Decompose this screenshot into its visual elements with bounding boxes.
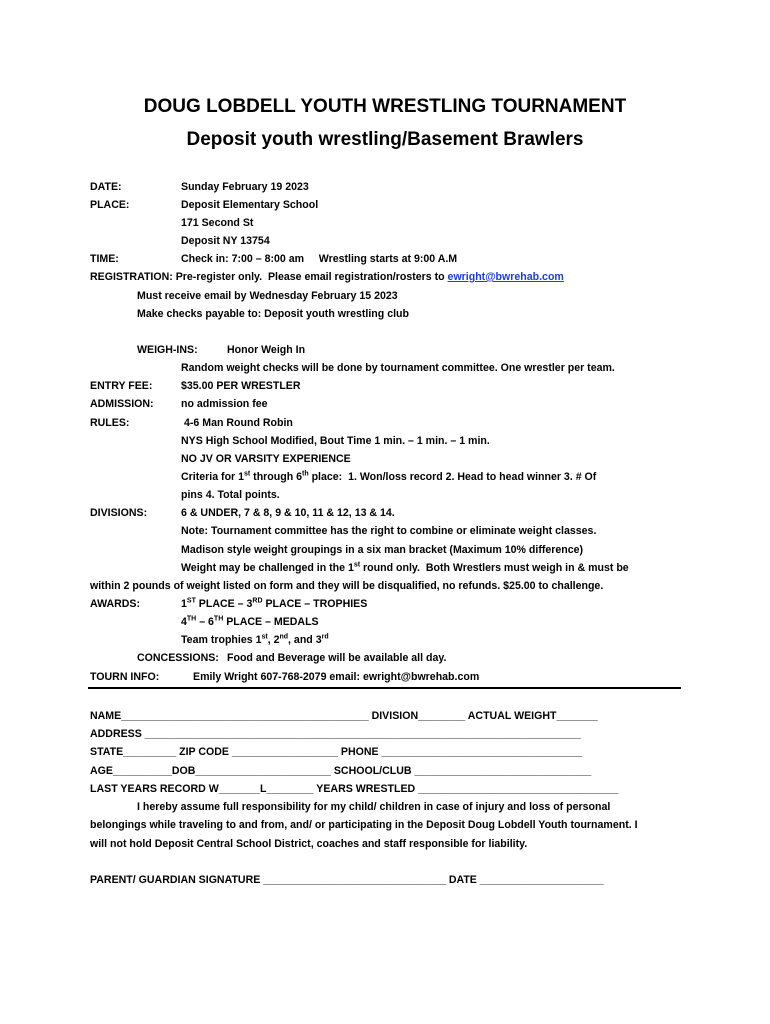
divisions-line: 6 & UNDER, 7 & 8, 9 & 10, 11 & 12, 13 & 14. [181,507,395,519]
rules-line: NYS High School Modified, Bout Time 1 min. – 1 min. – 1 min. [181,435,490,447]
place-label: PLACE: [90,199,130,211]
weighins-label: WEIGH-INS: [137,344,198,356]
form-name-line[interactable]: NAME__________________________________________ DIVISION________ ACTUAL WEIGHT_______ [90,710,598,722]
admission-label: ADMISSION: [90,398,154,410]
divisions-challenge: Weight may be challenged in the 1st round only. Both Wrestlers must weigh in & must be [181,561,629,574]
page-subtitle: Deposit youth wrestling/Basement Brawlers [186,129,584,150]
admission-value: no admission fee [181,398,268,410]
awards-trophies: 1ST PLACE – 3RD PLACE – TROPHIES [181,597,368,610]
tourn-info-value: Emily Wright 607-768-2079 email: ewright@bwrehab.com [193,671,480,683]
awards-medals: 4TH – 6TH PLACE – MEDALS [181,615,319,628]
waiver-text: belongings while traveling to and from, and/ or participating in the Deposit Doug Lobdell Youth tournament. I [90,819,638,831]
entry-fee-label: ENTRY FEE: [90,380,153,392]
waiver-text: will not hold Deposit Central School District, coaches and staff responsible for liability. [90,838,528,850]
weighins-value: Honor Weigh In [227,344,306,356]
divisions-line: within 2 pounds of weight listed on form and they will be disqualified, no refunds. $25.00 to challenge. [90,580,604,592]
form-address-line[interactable]: ADDRESS __________________________________________________________________________ [90,728,581,740]
divisions-line: Madison style weight groupings in a six man bracket (Maximum 10% difference) [181,544,584,556]
rules-line: pins 4. Total points. [181,489,280,501]
place-line: Deposit Elementary School [181,199,319,211]
tourn-info-label: TOURN INFO: [90,671,160,683]
concessions-label: CONCESSIONS: [137,652,219,664]
registration-line [90,271,564,284]
date-value: Sunday February 19 2023 [181,181,309,193]
form-age-line[interactable]: AGE__________DOB_______________________ SCHOOL/CLUB ______________________________ [90,765,592,777]
registration-deadline: Must receive email by Wednesday February 15 2023 [137,290,398,302]
weighins-note: Random weight checks will be done by tournament committee. One wrestler per team. [181,362,615,374]
time-value: Check in: 7:00 – 8:00 am Wrestling starts at 9:00 A.M [181,253,458,265]
form-record-line[interactable]: LAST YEARS RECORD W_______L________ YEARS WRESTLED __________________________________ [90,783,619,795]
concessions-value: Food and Beverage will be available all day. [227,652,447,664]
registration-text: REGISTRATION: Pre-register only. Please email registration/rosters to [90,271,448,283]
entry-fee-value: $35.00 PER WRESTLER [181,380,301,392]
rules-line: 4-6 Man Round Robin [184,417,293,429]
section-divider [88,687,681,689]
time-label: TIME: [90,253,119,265]
registration-email-link[interactable]: ewright@bwrehab.com [447,271,564,283]
rules-criteria: Criteria for 1st through 6th place: 1. Won/loss record 2. Head to head winner 3. # Of [181,470,597,483]
registration-checks: Make checks payable to: Deposit youth wrestling club [137,308,409,320]
page-title: DOUG LOBDELL YOUTH WRESTLING TOURNAMENT [143,96,627,117]
rules-label: RULES: [90,417,130,429]
waiver-text: I hereby assume full responsibility for my child/ children in case of injury and loss of personal [137,801,611,813]
place-line: Deposit NY 13754 [181,235,270,247]
signature-line[interactable]: PARENT/ GUARDIAN SIGNATURE _______________________________ DATE _____________________ [90,874,604,886]
awards-label: AWARDS: [90,598,141,610]
divisions-label: DIVISIONS: [90,507,148,519]
rules-line: NO JV OR VARSITY EXPERIENCE [181,453,351,465]
form-state-line[interactable]: STATE_________ ZIP CODE __________________ PHONE __________________________________ [90,746,582,758]
divisions-line: Note: Tournament committee has the right to combine or eliminate weight classes. [181,525,597,537]
place-line: 171 Second St [181,217,254,229]
awards-team: Team trophies 1st, 2nd, and 3rd [181,633,329,646]
date-label: DATE: [90,181,122,193]
